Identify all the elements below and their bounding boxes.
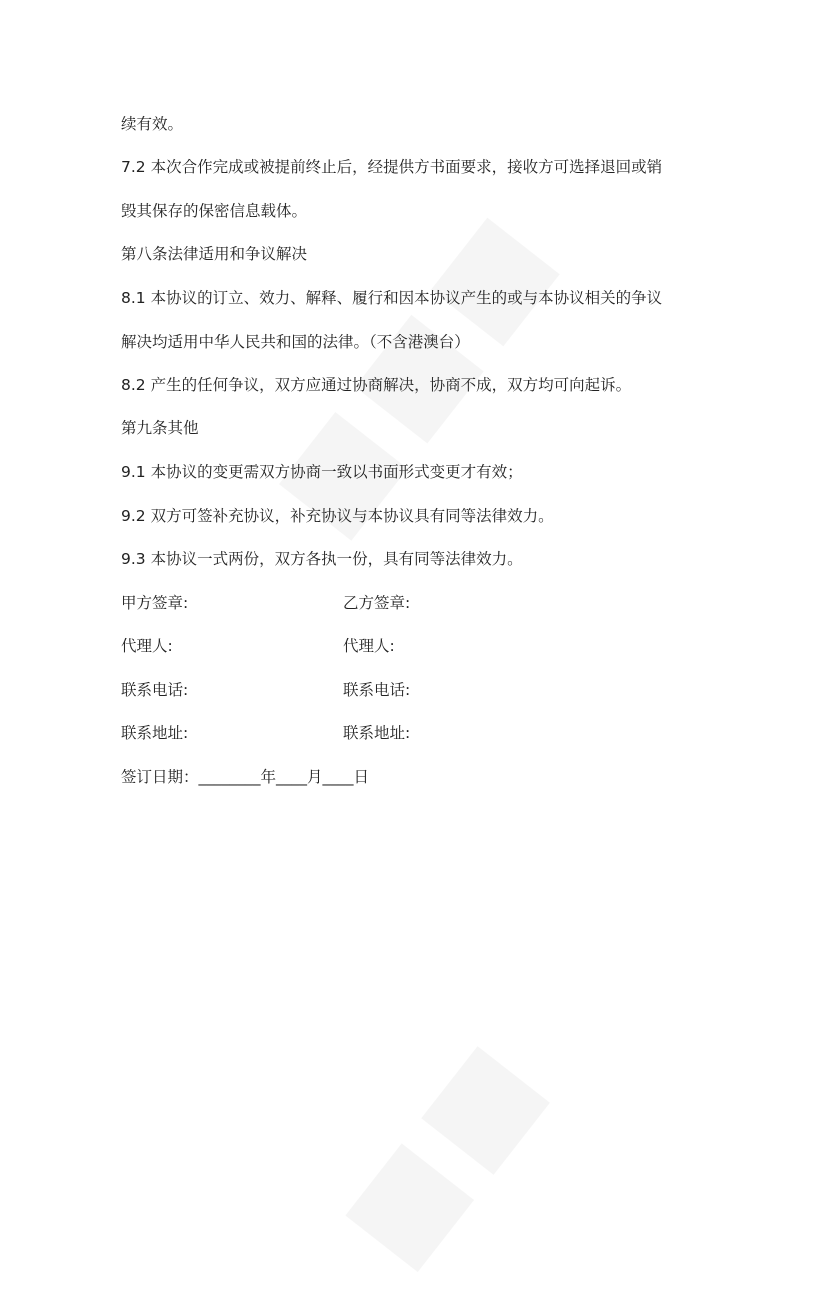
- address-row: [121, 723, 621, 743]
- clause-9-1: 9.1 本协议的变更需双方协商一致以书面形式变更才有效；: [121, 463, 523, 481]
- party-a-sign-label: 甲方签章:: [121, 594, 189, 612]
- article-9-heading: 第九条其他: [121, 419, 199, 437]
- clause-7-2-line-1: 7.2 本次合作完成或被提前终止后，经提供方书面要求，接收方可选择退回或销: [121, 158, 663, 176]
- watermark: [246, 181, 583, 558]
- sign-date-line: 签订日期：________年____月____日: [121, 768, 370, 786]
- signature-row: [121, 593, 621, 613]
- phone-row: [121, 680, 621, 700]
- party-a-phone-label: 联系电话:: [121, 681, 189, 699]
- article-8-heading: 第八条法律适用和争议解决: [121, 245, 308, 263]
- party-b-agent-label: 代理人:: [343, 637, 395, 655]
- party-a-address-label: 联系地址:: [121, 724, 189, 742]
- clause-9-3: 9.3 本协议一式两份，双方各执一份，具有同等法律效力。: [121, 550, 523, 568]
- clause-9-2: 9.2 双方可签补充协议，补充协议与本协议具有同等法律效力。: [121, 507, 554, 525]
- party-b-address-label: 联系地址:: [343, 724, 411, 742]
- clause-8-1-line-2: 解决均适用中华人民共和国的法律。（不含港澳台）: [121, 333, 470, 351]
- agent-row: [121, 636, 621, 656]
- party-b-sign-label: 乙方签章:: [343, 594, 411, 612]
- party-a-agent-label: 代理人:: [121, 637, 173, 655]
- clause-8-1-line-1: 8.1 本协议的订立、效力、解释、履行和因本协议产生的或与本协议相关的争议: [121, 289, 663, 307]
- clause-7-2-line-2: 毁其保存的保密信息载体。: [121, 202, 308, 220]
- paragraph-continuation: 续有效。: [121, 115, 184, 133]
- clause-8-2: 8.2 产生的任何争议，双方应通过协商解决，协商不成，双方均可向起诉。: [121, 376, 632, 394]
- party-b-phone-label: 联系电话:: [343, 681, 411, 699]
- watermark: [313, 1009, 574, 1289]
